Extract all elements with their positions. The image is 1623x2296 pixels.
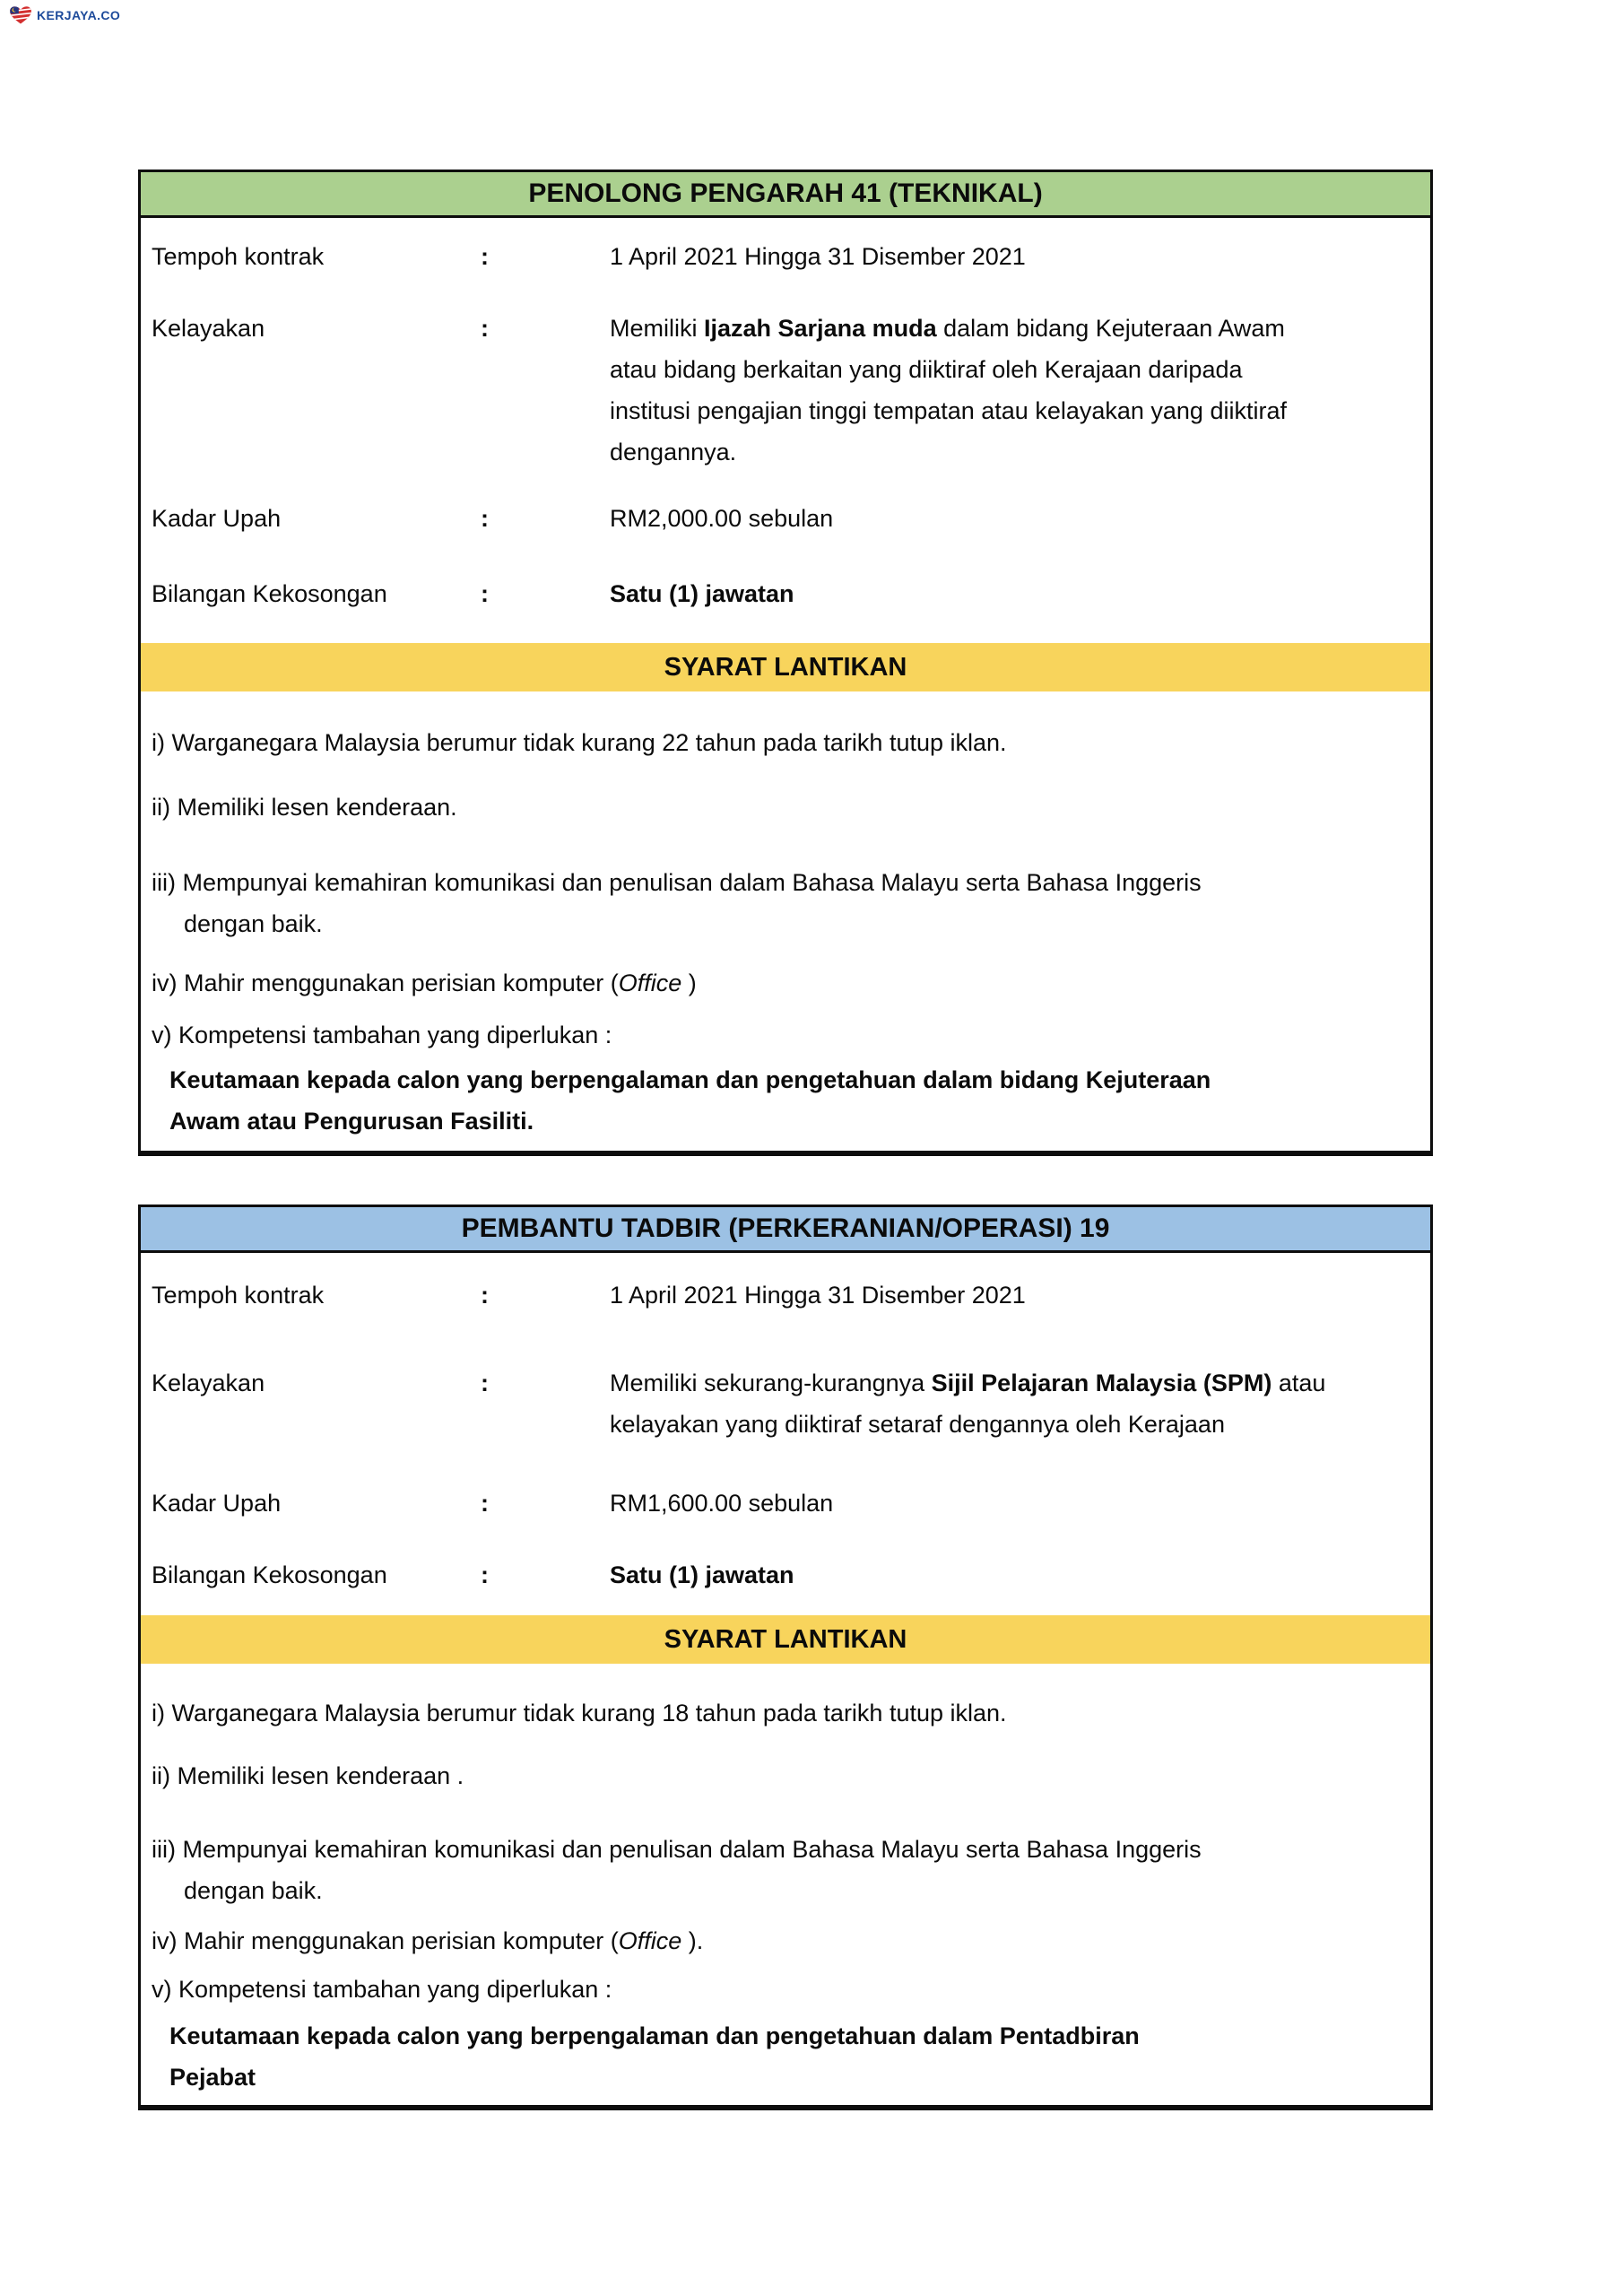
kerjaya-logo [9, 5, 120, 25]
brand-name: KERJAYA.CO [37, 8, 121, 22]
condition-item-2: ii) Memiliki lesen kenderaan . [152, 1762, 464, 1789]
condition-item-3: iii) Mempunyai kemahiran komunikasi dan penulisan dalam Bahasa Malayu serta Bahasa Inggeris dengan baik. [152, 1836, 1202, 1904]
job-posting-table-pembantu-tadbir [138, 1205, 1433, 2110]
syarat-lantikan-title: SYARAT LANTIKAN [664, 652, 907, 682]
field-label: Tempoh kontrak [152, 243, 325, 270]
condition-item-2: ii) Memiliki lesen kenderaan. [152, 794, 457, 821]
field-value: Memiliki Ijazah Sarjana muda dalam bidang Kejuteraan Awam atau bidang berkaitan yang diiktiraf oleh Kerajaan daripada institusi pengajian tinggi tempatan atau kelayakan yang diiktiraf dengannya. [610, 315, 1287, 465]
field-colon: : [481, 315, 489, 342]
condition-item-3: iii) Mempunyai kemahiran komunikasi dan penulisan dalam Bahasa Malayu serta Bahasa Inggeris dengan baik. [152, 869, 1202, 937]
field-colon: : [481, 580, 489, 607]
job-title: PENOLONG PENGARAH 41 (TEKNIKAL) [528, 178, 1043, 208]
field-label: Kadar Upah [152, 505, 282, 532]
priority-note: Keutamaan kepada calon yang berpengalaman dan pengetahuan dalam Pentadbiran Pejabat [169, 2022, 1140, 2091]
kerjaya-heart-flag-icon [9, 5, 32, 25]
field-colon: : [481, 1490, 489, 1517]
field-colon: : [481, 1370, 489, 1396]
field-colon: : [481, 243, 489, 270]
condition-item-4: iv) Mahir menggunakan perisian komputer (Office ). [152, 1927, 704, 1954]
condition-item-1: i) Warganegara Malaysia berumur tidak kurang 22 tahun pada tarikh tutup iklan. [152, 729, 1007, 756]
job-posting-table-penolong-pengarah [138, 170, 1433, 1156]
job-title-header [141, 1207, 1430, 1253]
condition-item-4: iv) Mahir menggunakan perisian komputer (Office ) [152, 970, 697, 996]
field-colon: : [481, 1561, 489, 1588]
field-row-bilangan-kekosongan [141, 578, 1430, 609]
field-row-kadar-upah [141, 503, 1430, 534]
field-value: Satu (1) jawatan [610, 580, 794, 607]
field-row-bilangan-kekosongan [141, 1560, 1430, 1590]
field-value: Satu (1) jawatan [610, 1561, 794, 1588]
syarat-lantikan-header [141, 643, 1430, 691]
syarat-lantikan-title: SYARAT LANTIKAN [664, 1624, 907, 1654]
field-row-tempoh-kontrak [141, 1280, 1430, 1310]
field-colon: : [481, 1282, 489, 1309]
field-row-kelayakan [141, 1362, 1430, 1445]
condition-item-5: v) Kompetensi tambahan yang diperlukan : [152, 1022, 612, 1048]
field-row-kelayakan [141, 308, 1430, 473]
job-title: PEMBANTU TADBIR (PERKERANIAN/OPERASI) 19 [461, 1213, 1110, 1243]
field-value: RM1,600.00 sebulan [610, 1490, 834, 1517]
priority-note: Keutamaan kepada calon yang berpengalaman dan pengetahuan dalam bidang Kejuteraan Awam atau Pengurusan Fasiliti. [169, 1066, 1211, 1135]
condition-item-1: i) Warganegara Malaysia berumur tidak kurang 18 tahun pada tarikh tutup iklan. [152, 1700, 1007, 1726]
field-label: Bilangan Kekosongan [152, 1561, 387, 1588]
condition-item-5: v) Kompetensi tambahan yang diperlukan : [152, 1976, 612, 2003]
field-value: RM2,000.00 sebulan [610, 505, 834, 532]
field-label: Bilangan Kekosongan [152, 580, 387, 607]
field-label: Kelayakan [152, 1370, 265, 1396]
field-label: Kadar Upah [152, 1490, 282, 1517]
field-colon: : [481, 505, 489, 532]
field-label: Tempoh kontrak [152, 1282, 325, 1309]
field-row-tempoh-kontrak [141, 241, 1430, 272]
field-row-kadar-upah [141, 1488, 1430, 1518]
field-value: Memiliki sekurang-kurangnya Sijil Pelajaran Malaysia (SPM) atau kelayakan yang diiktiraf setaraf dengannya oleh Kerajaan [610, 1370, 1326, 1438]
field-value: 1 April 2021 Hingga 31 Disember 2021 [610, 243, 1026, 270]
syarat-lantikan-header [141, 1615, 1430, 1664]
job-title-header [141, 172, 1430, 218]
field-label: Kelayakan [152, 315, 265, 342]
field-value: 1 April 2021 Hingga 31 Disember 2021 [610, 1282, 1026, 1309]
